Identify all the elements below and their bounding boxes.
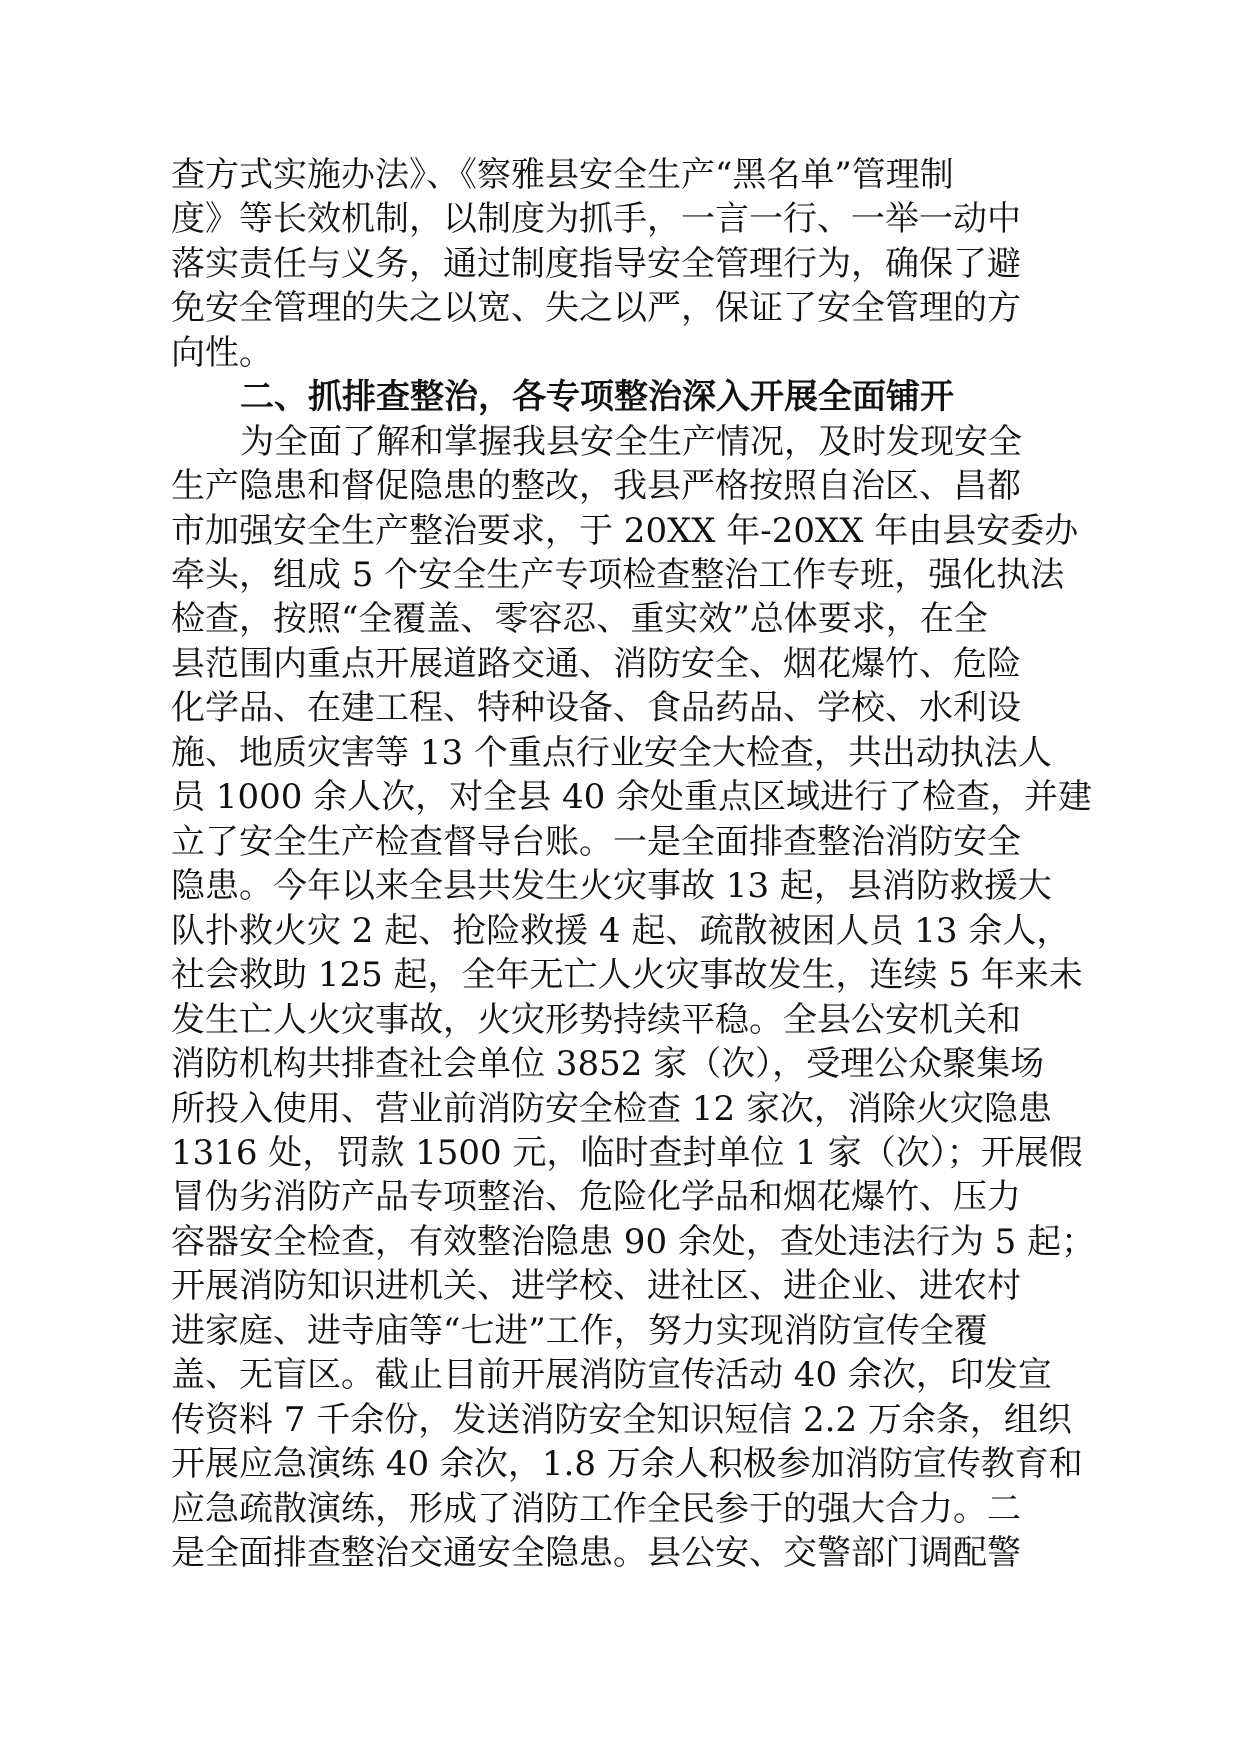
- text-line: 牵头，组成 5 个安全生产专项检查整治工作专班，强化执法: [171, 555, 1065, 595]
- text-line: 队扑救火灾 2 起、抢险救援 4 起、疏散被困人员 13 余人，: [171, 911, 1071, 951]
- text-line: 进家庭、进寺庙等“七进”工作，努力实现消防宣传全覆: [171, 1311, 988, 1351]
- text-line: 查方式实施办法》、《察雅县安全生产“黑名单”管理制: [171, 155, 954, 195]
- text-line: 传资料 7 千余份，发送消防安全知识短信 2.2 万余条，组织: [171, 1400, 1072, 1440]
- text-line: 检查，按照“全覆盖、零容忍、重实效”总体要求，在全: [171, 599, 988, 639]
- text-line: 容器安全检查，有效整治隐患 90 余处，查处违法行为 5 起；: [171, 1222, 1096, 1262]
- text-line: 员 1000 余人次，对全县 40 余处重点区域进行了检查，并建: [171, 777, 1093, 817]
- text-line: 落实责任与义务，通过制度指导安全管理行为，确保了避: [171, 244, 1021, 284]
- text-line: 市加强安全生产整治要求，于 20XX 年-20XX 年由县安委办: [171, 511, 1079, 551]
- text-line: 所投入使用、营业前消防安全检查 12 家次，消除火灾隐患: [171, 1089, 1052, 1129]
- text-line: 施、地质灾害等 13 个重点行业安全大检查，共出动执法人: [171, 733, 1052, 773]
- text-line: 发生亡人火灾事故，火灾形势持续平稳。全县公安机关和: [171, 1000, 1021, 1040]
- text-line: 社会救助 125 起，全年无亡人火灾事故发生，连续 5 年来未: [171, 955, 1083, 995]
- text-line: 消防机构共排查社会单位 3852 家（次），受理公众聚集场: [171, 1044, 1045, 1084]
- text-line: 立了安全生产检查督导台账。一是全面排查整治消防安全: [171, 822, 1021, 862]
- text-line: 度》等长效机制，以制度为抓手，一言一行、一举一动中: [171, 199, 1021, 239]
- text-line: 是全面排查整治交通安全隐患。县公安、交警部门调配警: [171, 1533, 1021, 1573]
- text-line: 生产隐患和督促隐患的整改，我县严格按照自治区、昌都: [171, 466, 1021, 506]
- section-heading: 二、抓排查整治，各专项整治深入开展全面铺开: [240, 377, 954, 417]
- text-line: 免安全管理的失之以宽、失之以严，保证了安全管理的方: [171, 288, 1021, 328]
- text-line: 1316 处，罚款 1500 元，临时查封单位 1 家（次）；开展假: [171, 1133, 1083, 1173]
- text-line: 开展应急演练 40 余次，1.8 万余人积极参加消防宣传教育和: [171, 1444, 1083, 1484]
- text-line: 县范围内重点开展道路交通、消防安全、烟花爆竹、危险: [171, 644, 1021, 684]
- text-line: 应急疏散演练，形成了消防工作全民参于的强大合力。二: [171, 1489, 1021, 1529]
- text-line: 隐患。今年以来全县共发生火灾事故 13 起，县消防救援大: [171, 866, 1052, 906]
- text-line: 向性。: [171, 333, 273, 373]
- text-line: 化学品、在建工程、特种设备、食品药品、学校、水利设: [171, 688, 1021, 728]
- text-line: 开展消防知识进机关、进学校、进社区、进企业、进农村: [171, 1266, 1021, 1306]
- text-line: 为全面了解和掌握我县安全生产情况，及时发现安全: [240, 422, 1022, 462]
- text-line: 盖、无盲区。截止目前开展消防宣传活动 40 余次，印发宣: [171, 1355, 1052, 1395]
- text-line: 冒伪劣消防产品专项整治、危险化学品和烟花爆竹、压力: [171, 1177, 1021, 1217]
